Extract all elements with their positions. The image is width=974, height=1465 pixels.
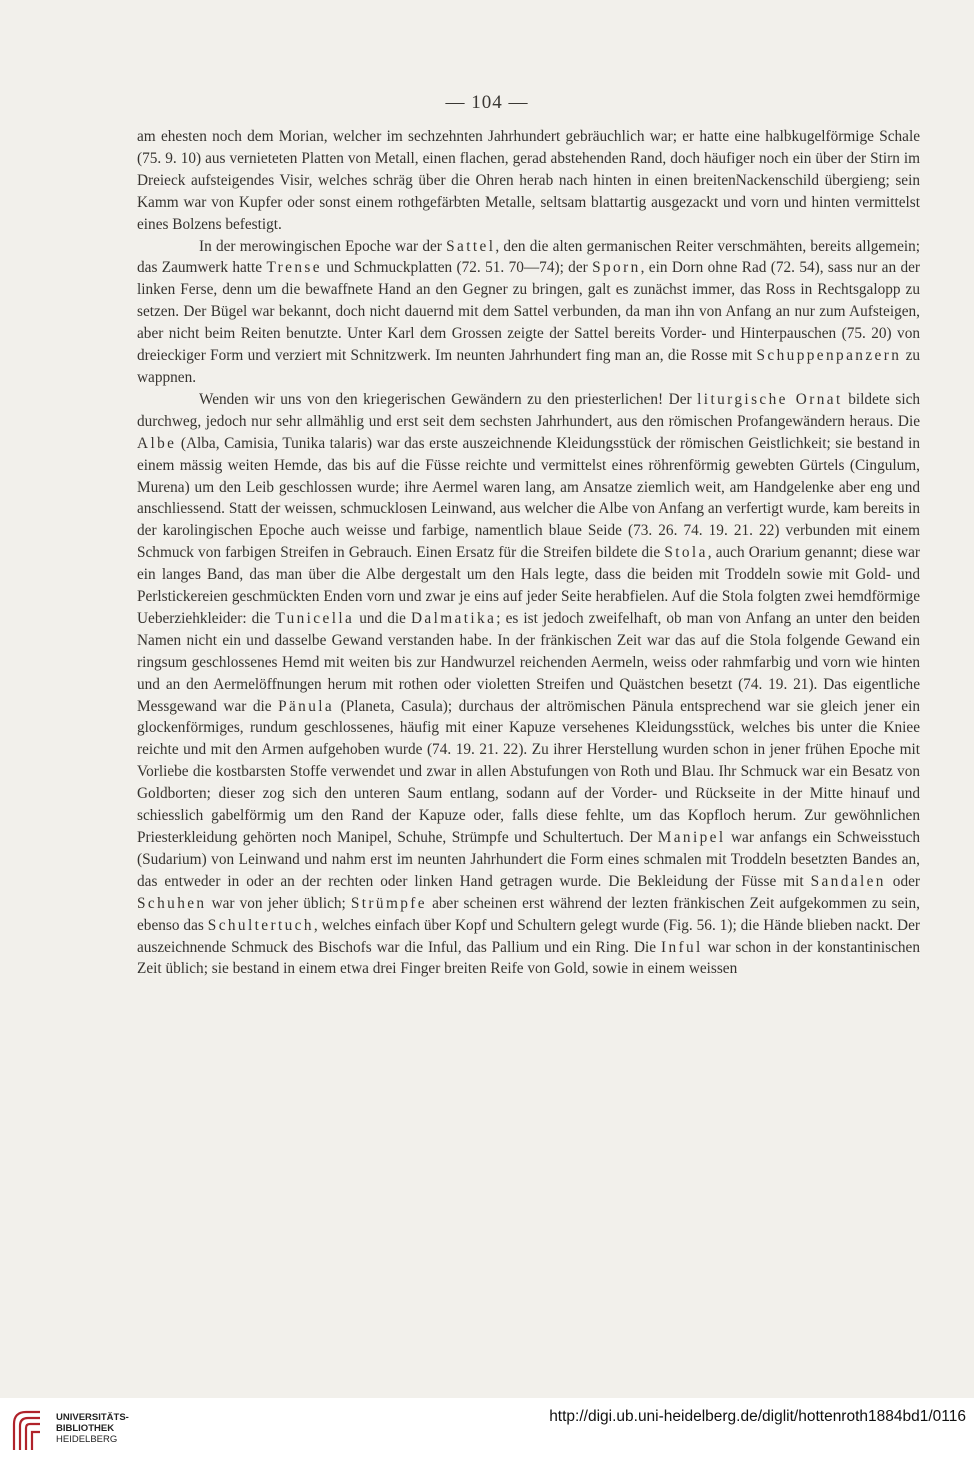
spaced-term: Tunicella: [275, 609, 355, 627]
library-name-line-1: UNIVERSITÄTS-: [56, 1412, 129, 1423]
spaced-term: Manipel: [657, 829, 726, 846]
text-run: (Alba, Camisia, Tunika talaris) war das erste auszeichnende Kleidungsstück der römischen Geistlichkeit; sie bestand in einem mässig weiten Hemde, das bis auf die Füsse reichte und vermittelst eines röhrenförmig gewebten Gürtels (Cingulum, Murena) um den Leib geschlossen wurde; ihre Aermel waren lang, am Ansatze ziemlich weit, am Handgelenke aber eng und anschliessend. Statt der weissen, schmucklosen Leinwand, aus welcher die Albe von Anfang an verfertigt wurde, kam bereits in der karolingischen Epoche auch weisse und farbige, namentlich blaue Seide (73. 26. 74. 19. 21. 22) verbunden mit einem Schmuck von farbigen Streifen in Gebrauch. Einen Ersatz für die Streifen bildete die: [137, 434, 920, 562]
text-run: , auch Orarium genannt; diese war ein langes Band, das man über die Albe dergestalt um den Hals legte, dass die beiden mit Troddeln sowie mit Gold- und Perlstickereien geschmückten Enden vorn und zwar je eins auf jeder Seite herabfielen. Auf die Stola folgten zwei hemdförmige Ueberziehkleider: die: [137, 544, 920, 627]
spaced-term: Schuhen: [137, 894, 207, 912]
text-run: Wenden wir uns von den kriegerischen Gewändern zu den priesterlichen! Der: [199, 390, 698, 408]
spaced-term: Inful: [660, 938, 703, 956]
spaced-term: Dalmatika: [410, 609, 497, 627]
text-run: , den die alten germanischen Reiter verschmähten, bereits allgemein; das Zaumwerk hatte: [137, 237, 921, 277]
permalink-url[interactable]: http://digi.ub.uni-heidelberg.de/diglit/hottenroth1884bd1/0116: [549, 1408, 966, 1425]
text-run: war anfangs ein Schweisstuch (Sudarium) von Leinwand und nahm erst im neunten Jahrhundert die Form eines schmalen mit Troddeln besetzten Bandes an, das entweder in oder an der rechten oder linken Hand getragen wurde. Die Bekleidung der Füsse mit: [137, 829, 921, 890]
text-run: war von jeher üblich;: [206, 894, 351, 912]
text-run: ; es ist jedoch zweifelhaft, ob man von Anfang an unter den beiden Namen nicht ein und dasselbe Gewand verstanden habe. In der fränkischen Zeit war das auf die Stola folgende Gewand ein ringsum geschlossenes Hemd mit weiten bis zur Handwurzel reichenden Aermeln, weiss oder rahmfarbig und vorn wie hinten und an den Aermelöffnungen herum mit rothen oder violetten Streifen und Quästchen besetzt (74. 19. 21). Das eigentliche Messgewand war die: [137, 609, 921, 715]
text-run: war schon in der konstantinischen Zeit üblich; sie bestand in einem etwa drei Finger breiten Reife von Gold, sowie in einem weissen: [137, 938, 920, 978]
footer: [0, 1398, 974, 1465]
spaced-term: Sandalen: [810, 872, 886, 890]
spaced-term: Schultertuch: [207, 916, 314, 934]
spaced-term: Strümpfe: [350, 894, 427, 912]
library-name-line-2: BIBLIOTHEK: [56, 1423, 115, 1434]
spaced-term: Albe: [137, 434, 177, 452]
spaced-term: Pänula: [278, 697, 335, 715]
library-logo-icon: [10, 1406, 52, 1452]
page-number: — 104 —: [445, 92, 529, 113]
paragraph-1: [137, 126, 920, 236]
spaced-term: Sporn: [592, 259, 641, 277]
text-run: zu wappnen.: [137, 347, 921, 386]
spaced-term: Trense: [266, 259, 322, 277]
spaced-term: Schuppenpanzern: [756, 347, 902, 365]
paragraph-2: [137, 236, 920, 389]
text-run: In der merowingischen Epoche war der: [199, 237, 447, 255]
text-run: , welches einfach über Kopf und Schultern gelegt wurde (Fig. 56. 1); die Hände blieben nackt. Der auszeichnende Schmuck des Bischofs war die Inful, das Pallium und ein Ring. Die: [137, 916, 920, 956]
text-run: aber scheinen erst während der lezten fränkischen Zeit aufgekommen zu sein, ebenso das: [137, 894, 920, 934]
text-run: , ein Dorn ohne Rad (72. 54), sass nur an der linken Ferse, denn um die bewaffnete Hand an den Gegner zu bringen, galt es zunächst immer, das Ross in Rechtsgalopp zu setzen. Der Bügel war bekannt, doch nicht dauernd mit dem Sattel verbunden, da man ihn von Anfang an nur zum Aufsteigen, aber nicht beim Reiten benutzte. Unter Karl dem Grossen zeigte der Sattel bereits Vorder- und Hinterpauschen (75. 20) von dreieckiger Form und verziert mit Schnitzwerk. Im neunten Jahrhundert fing man an, die Rosse mit: [137, 259, 920, 365]
text-run: und Schmuckplatten (72. 51. 70—74); der: [321, 259, 593, 277]
text-run: oder: [885, 872, 920, 890]
spaced-term: Sattel: [446, 237, 496, 255]
text-run: bildete sich durchweg, jedoch nur sehr allmählig und erst seit dem sechsten Jahrhundert, aus den römischen Profangewändern heraus. Die: [137, 390, 921, 430]
library-name-line-3: HEIDELBERG: [56, 1434, 118, 1445]
body-text: [137, 126, 920, 980]
text-run: (Planeta, Casula); durchaus der altrömischen Pänula entsprechend war sie gleich jener ein glockenförmiges, rundum geschlossenes, häufig mit einer Kapuze versehenes Kleidungsstück, welches bis unter die Kniee reichte und mit den Armen aufgehoben wurde (74. 19. 21. 22). Zu ihrer Herstellung wurden schon in jener frühen Epoche mit Vorliebe die kostbarsten Stoffe verwendet und zwar in allen Abstufungen von Roth und Blau. Ihr Schmuck war ein Besatz von Goldborten; dieser zog sich den unteren Saum entlang, sodann auf der Vorder- und Rückseite in der Mitte hinauf und schiesslich gabelförmig um den Rand der Kapuze oder, falls diese fehlte, um das Kopfloch herum. Zur gewöhnlichen Priesterkleidung gehörten noch Manipel, Schuhe, Strümpfe und Schultertuch. Der: [137, 697, 920, 846]
library-name: [56, 1412, 129, 1445]
spaced-term: liturgische Ornat: [697, 390, 843, 408]
text-run: am ehesten noch dem Morian, welcher im sechzehnten Jahrhundert gebräuchlich war; er hatte eine halbkugelförmige Schale (75. 9. 10) aus vernieteten Platten von Metall, einen flachen, gerad abstehenden Rand, doch häufiger noch ein über der Stirn im Dreieck aufsteigendes Visir, welches schräg über die Ohren herab nach hinten in einen breitenNackenschild übergieng; sein Kamm war von Kupfer oder sonst einem rothgefärbten Metalle, seltsam blattartig ausgezackt und vorn und hinten vermittelst eines Bolzens befestigt.: [137, 128, 920, 233]
paragraph-3: [137, 389, 920, 980]
text-run: und die: [354, 609, 411, 627]
spaced-term: Stola: [664, 544, 708, 562]
